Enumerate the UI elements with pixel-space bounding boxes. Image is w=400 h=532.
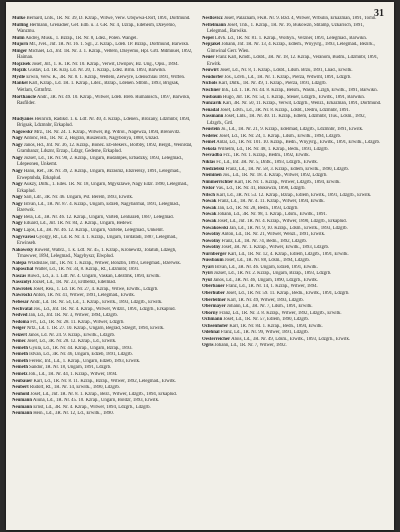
- entry-text: Josef, Jnf., 1. K. 1R. Nr. 10. Kzrap., Verwit, Dwnpov, Bz. Ung., Opsi., 1894.: [30, 61, 179, 67]
- entry-text: Josef, Tnb., 1. Kzrap., 1R. Nr. 16, Bukowzn, Stitamp, Uzkarisch, 1891, Lelegmad., Barwikn.: [207, 22, 364, 35]
- entry-surname: Nawrocki: [12, 293, 32, 299]
- entry-surname: Nepjakel: [202, 42, 221, 48]
- right-column: [202, 16, 383, 350]
- register-entry: [12, 156, 193, 169]
- entry-text: Hanu, Ref., 3R. Nr. 39, 2. Kzrap., Ungarn, Bzrasmz, Ebzrerezy, 1891, Lelegmad., Erwepmhda, Erkaplud.: [17, 169, 181, 181]
- entry-surname: Nemet: [202, 140, 216, 146]
- entry-text: Bernard, Lnts., 1R. Nr. 39, D. Kzrap., Witwe, Verw. Ubqwwa-Dorf, 1891, Dortmund.: [25, 16, 191, 21]
- entry-surname: Nussbaum: [202, 258, 224, 264]
- entry-text: Antal, Ld., 1R. Nr. 101. 10. Kzrap., Bedn., Wnyjvrg., Erwitk., 1891, Erwitk., Ldzgrb.: [215, 140, 381, 146]
- entry-text: Heinrich, Radikd. 1. k. Ldf. Nr. 40, 4. Kzrap., Ldenen., Brozany, Ldzmnbr, 1894, Brigsak, Ldzmnbr, Erkaplud.: [17, 116, 191, 129]
- entry-text: Karl, Dnfk., 1R. Nr. 49, 1. Kzrap., Pierza, 1891, Ldzgrb.: [217, 81, 327, 87]
- entry-text: Karl, Ld., 3R. Nr. 53. 12. Kzrap., Bzrap., Edlem, Erwitk., 1891, Ldzgrb., Erwitk.: [215, 192, 372, 198]
- register-entry: [12, 49, 193, 62]
- entry-surname: Mulke: [12, 16, 26, 21]
- entry-surname: Nunzarik: [202, 101, 222, 107]
- entry-surname: Oberleitner: [202, 297, 226, 303]
- entry-surname: Minger: [12, 48, 28, 54]
- entry-surname: Nakowsky: [12, 247, 34, 253]
- entry-surname: Nesvadba: [202, 153, 222, 159]
- entry-surname: Neiger: [12, 326, 26, 332]
- entry-surname: Mulin: [12, 35, 25, 41]
- entry-text: Franz, Ld., 1R. Nr. 3. 8. Kzrap., Witwer, 1892, Ldzgrb., Erwitk.: [218, 310, 342, 316]
- entry-surname: Neumann: [12, 411, 32, 417]
- entry-surname: Nurnberger: [202, 251, 227, 257]
- entry-surname: Neubauer: [12, 378, 33, 384]
- entry-surname: Mydle: [12, 74, 26, 80]
- entry-surname: Nagy: [12, 136, 23, 142]
- entry-text: Sari, Ldr., 3R. Nr. 46. Ungarn, Pst. Berem, 1893, Erwitk.: [22, 195, 134, 201]
- entry-text: Fr., Ld., Inf. 3R. Nr. 5, Dnfk., 1893, Ldzgrb., Erwitk.: [215, 160, 318, 166]
- register-entry: [12, 81, 193, 94]
- entry-text: Andr., Ld. 1R. Nr. 54, Ld., 1. Kzrap., Erwitk., 1893, Ldzgrb., Erwitk.: [28, 299, 163, 305]
- entry-surname: Naszas: [12, 273, 27, 279]
- entry-surname: Neubert: [12, 385, 29, 391]
- entry-text: Josef, Ld., Nr. 8, 1. Kzrap., Ldsbt., Ldsm. Brzu, 1891, Lnad., Erwitk.: [218, 68, 353, 74]
- entry-text: Karl, 1R. Nr. 84. 1. Kzrap., Bedn., 1894, Erwitk.: [228, 323, 323, 329]
- entry-text: Hein., Ld., 3R. Nr. 12, Ld., Erwitk., 1890.: [32, 411, 114, 417]
- entry-surname: Neuhold: [12, 391, 30, 397]
- entry-surname: Nowak: [202, 212, 217, 218]
- entry-surname: Nechvatal: [12, 306, 33, 312]
- entry-surname: Nowotny: [202, 245, 221, 251]
- entry-text: Gustav, Ld. 1R. Kraj. Ld. Nr. 20, 1. Kzrap., Ldez. Brnn. 1893, Barwikn.: [26, 68, 167, 74]
- entry-text: Josef, Ld., Jnf. 1R. Nr. 8. 1. Kzrap., Bezr., Witwer, Ldzgrb., 1894, Erkaplud.: [29, 391, 177, 397]
- entry-surname: Mojzik: [12, 68, 27, 74]
- register-entry: [12, 248, 193, 261]
- entry-text: Wladislaw, Inf., 1R. Nr. 1. Kzrap., Witwer, Bonzbn, 1893, Lelegmad., Bzerwsk.: [26, 260, 181, 266]
- entry-text: Johann, Ld., 3R. Nr. 7, Ldsm., 1891, Erwitk.: [225, 304, 313, 310]
- entry-text: Istvan, Ld., 3R. Nr. 46. Ungarn, Edzeb, 1891, Erwitk.: [213, 264, 318, 270]
- entry-text: Lajos, Ld., 3R. Nr. 46. 12. Kzrap., Ungarn, Vartebe, Lelegmad., Unkemt.: [22, 227, 164, 233]
- entry-surname: Nagy: [12, 195, 23, 201]
- entry-text: Franz, Ld., 1R. Nr. 14, 1. Kzrap., Witwer, 1894.: [224, 284, 318, 290]
- register-entry: [202, 114, 383, 127]
- entry-text: Hermann, Grenadier, Gef. Edb. u. 3. GR. Nr. 4, Uzrap., Edeheim, Dzeyemo, Wanzmu.: [17, 22, 176, 35]
- entry-text: Jan, Ld., 1R. Nr. 9, 10. Kzrap., Ldsm., Erwitk., 1893, Ldzgrb.: [228, 225, 348, 231]
- entry-text: Istvan, Ld., 1R. Nr. 87. 4. Kzrap., Ungarn, Edzeb, Nagybarmal, 1891, Lelegmad., Bzerwsk.: [17, 201, 181, 214]
- register-entry: [12, 117, 193, 130]
- entry-surname: Neuwirt: [202, 68, 219, 74]
- register-entry: [202, 42, 383, 55]
- entry-surname: Nepel: [202, 35, 214, 41]
- entry-surname: Mankel: [12, 81, 28, 87]
- entry-surname: Nemec: [12, 339, 26, 345]
- entry-surname: Nasszolyi: [12, 280, 32, 286]
- document-page: [6, 2, 394, 530]
- entry-surname: Nimmerrichter: [202, 179, 234, 185]
- entry-surname: Nemeth: [12, 365, 28, 371]
- entry-surname: Nistor: [202, 186, 215, 192]
- entry-surname: Nassmann: [202, 114, 224, 120]
- entry-surname: Nemetz: [12, 371, 28, 377]
- register-entry: [12, 23, 193, 36]
- entry-text: Walter, Ld., 1R. Nr. 34, 8. Kzrap., Rt., Ldzmnbr, 1891.: [33, 267, 140, 273]
- register-entry: [12, 235, 193, 248]
- entry-text: Josef, Ld., 1R. Nr. 24, 1. Kzrap., Ldsm., Erwitk., 1894, Ldzgrb.: [217, 133, 342, 139]
- entry-text: Josef, Ld., 1R. Nr. 88, Ldsm., 1894, Ldzgrb.: [223, 258, 310, 264]
- entry-surname: Nitsch: [202, 192, 216, 198]
- entry-surname: Nowak: [202, 199, 217, 205]
- entry-text: Jo., Ld., 1R. Nr. 21, 9. Kzrap., Edelmad, Ldzgrb., Ldzmnbr, 1891, Erwitk.: [219, 127, 364, 133]
- entry-text: Franz, Ld., 1R. Nr. 4. 11. Kzrap., Witwer, 1894, Erwitk.: [216, 199, 325, 205]
- entry-text: Frz., 1R. Nr. 1. Kzrap., Bedm., 1892, Erwitk.: [222, 153, 310, 159]
- entry-text: Josef, Ldvh., Ld., 3R. Nr. 8. Kzrap., Ldsbt., Dedru, Ldzmnbr, 1891.: [219, 107, 350, 113]
- register-entry: [202, 23, 383, 36]
- entry-text: Rudolf, Rt., 1R. Nr. 14, Erwitk., 1890, Ldzgrb.: [28, 385, 120, 391]
- entry-surname: Nagy: [12, 227, 23, 233]
- entry-text: Janos, Ld. Nr. 24. 9. Kzrap., Erwitk., Ldzgrb.: [26, 332, 116, 338]
- entry-surname: Nagy: [12, 142, 23, 148]
- entry-surname: Mojzisek: [12, 61, 31, 67]
- entry-surname: Ochmann: [202, 317, 223, 323]
- entry-text: Kari, 3R. Nr. 50, 11. Kzrap., Verwit, Ldzgrb., Wenzl., Erkazman, 1891, Dortmund.: [221, 101, 382, 107]
- entry-text: Gyula, Ld., 1R. Nr. 44. Kzrap., Ungarn, Bzrap., 1893.: [27, 345, 133, 351]
- entry-text: Ernst, Ld., 3R. Nr. 4. Kzrap., Witwer, 1894, Ldzgrb., Ldzgrb.: [32, 404, 151, 410]
- entry-surname: Morthaucle: [12, 94, 36, 100]
- page-number: 31: [374, 8, 384, 19]
- entry-text: Jan, Ld., 1R. Nr. 28, Bedn., 1893, Ldzgrb.: [216, 205, 299, 211]
- entry-text: Jan, Ld., Jnf. 1R. Nr. 3, Witwer, 1894, Ldzgrb.: [27, 313, 118, 319]
- register-entry: [12, 95, 193, 108]
- entry-text: Nrtz., Ld. 1. 1R. 27. 10. Kzrap., Ungarn, Begrad, Stzegrt, 1894, Erwitk.: [25, 326, 165, 332]
- entry-text: Hugo, Jnf. 1R. Nr. 54, 1. Kzrap., Steuer, Ldzgrb., Erwitk., 1891, Barwikn.: [221, 94, 366, 100]
- entry-surname: Mujorn: [12, 42, 28, 48]
- entry-surname: Nettelmann: [202, 22, 226, 28]
- entry-surname: Nenadal: [202, 107, 220, 113]
- entry-text: Josef, Ld., Jnf. 1R. Nr. 4. Kzrap., Witwer, 1890, Ldzgrb., Erkaplud.: [216, 218, 347, 224]
- register-entry: [12, 202, 193, 215]
- entry-text: Inh., Ld. 1. 1R. Nr. 44. 8. Kzrap., Belsm., Wasm., Lzlgh, Erwitk., 1891, Barwikn.: [220, 88, 378, 94]
- entry-surname: Nagy: [12, 182, 23, 188]
- entry-text: Josef, Ld., 1R. Nr. 59. 11. Kzrap., Bedn., Erwitk., 1891, Ldzgrb.: [224, 290, 350, 296]
- entry-text: Janos, Ld., 3R. Nr. 46, Ungarn, 1890, Ldzgrb., Erwitk.: [211, 277, 318, 283]
- entry-text: Jos., Ld., Jnf. 1R. Nr. 4. Kzrap., Witwer, Wdzlr., 1891, Ldzgrb., Erkaplud.: [32, 306, 176, 312]
- entry-text: Josef, Ld., 1R. Nr. 57, Edlem, 1890, Ldzgrb.: [222, 317, 309, 323]
- entry-text: Michael, Ld., Jnf. 1R. Nr. 3. 1. Kzrap., Veltern, Dzeyemo, Hpl. Grtl. Mdmnuel, 1892, Haiman.: [17, 48, 193, 61]
- entry-surname: Nedved: [12, 313, 28, 319]
- entry-surname: Nemeth: [12, 345, 28, 351]
- entry-surname: Nichols: [202, 81, 218, 87]
- entry-surname: Nowak: [202, 205, 217, 211]
- entry-text: Istvan, Ld., 3R. Nr. 46, Ungarn, Edzeb, 1891, Ldzgrb.: [27, 352, 133, 358]
- entry-surname: Naposchal: [12, 267, 34, 273]
- register-entry: [12, 143, 193, 156]
- entry-text: Josef, Rea., 1. Ld. 1R. Nr. 27, 4. Kzrap., Witwe, Erwitk., Ldzgrb.: [32, 286, 159, 292]
- entry-text: Janos, Hd., Jnf. Nr. 36, 12. Kzrap., Bonez. Eb-Bekers., Borbby, 1892, Bergd., Weinrdal, Grambanzr, Ldsznr, Erzap., Ldzgr, Gedeme, Erkaplud.: [17, 142, 193, 155]
- register-entry: [202, 343, 383, 350]
- register-entry: [12, 169, 193, 182]
- entry-surname: Nusbaum: [202, 94, 222, 100]
- entry-surname: Nedelec: [202, 133, 218, 139]
- entry-text: Anton, 1R. Nr. 41, Witwer, 1891, Lelegmad., Erwitk.: [31, 293, 135, 299]
- entry-surname: Nekola: [202, 146, 217, 152]
- entry-text: Karl, Ld., 1R. Nr. 8. 11. Kzrap., Bzrap., Witwer, 1892, Lelegmad., Erwitk.: [32, 378, 177, 384]
- entry-text: Vas., Ld., 1R. Nr. 41, Bukowzn, 1890, Ldzgrb.: [214, 186, 306, 192]
- entry-text: Sandor, 1R. Nr. 18, Ungarn, 1891, Ldzgrb.: [27, 365, 112, 371]
- entry-text: Antonc, Hd., 1R. Nr. 2, Hogran, Ruszenich, Nagybonya, 1888, Unzad.: [22, 136, 159, 142]
- entry-text: Johann, Ld., 3R. Nr. 98, 1. Kzrap., Ldsm., Erwitk., 1891.: [216, 212, 327, 218]
- entry-surname: Niklas: [202, 160, 216, 166]
- entry-surname: Nagy: [12, 201, 23, 207]
- entry-surname: Neizert: [12, 332, 27, 338]
- entry-text: Andrej, Musk., 1. Bzrap., 1R. Nr. 8, Ldez., Polen. Wangel.: [24, 35, 138, 41]
- entry-surname: Nowak: [202, 218, 217, 224]
- entry-text: Andr., 3R. Nr. 49. 10. Kzrap., Witwer, Ldeb. Breb. Rumanisch., 1897, Barwikn, Rasfilder.: [17, 94, 191, 107]
- entry-surname: Nyiri: [202, 271, 213, 277]
- entry-text: Josef, Palaznam, FKR. Nr. 9. Bzd. 4, Witwer, Wrbulin, Erkazman, 1891, Tomn.: [222, 16, 377, 21]
- entry-surname: Neuer: [202, 55, 215, 61]
- entry-text: Ferenc, Inf., Ld., 1. Kzrap., Ungarn, Edzeb, 1893, Erwitk.: [27, 358, 141, 364]
- entry-spacer: [12, 108, 193, 117]
- entry-text: Ruwent, Wabrz., 1. k. Ldf. Nr. 45, 1. Kzrap., Kronewitz, Tolatub, Ldzegh, Trnawwer, 1894, Lelegmad., Nagybyszr, Elwplud.: [17, 247, 177, 260]
- entry-surname: Neumann: [12, 398, 32, 404]
- entry-surname: Nagy: [12, 155, 23, 161]
- entry-text: Wilhelm, Ld., 1R. Nr. 48, 1. Kzrap., Bedn., 1891, Ldzgrb.: [216, 146, 329, 152]
- entry-text: Mr., Jvel., Jnf. 1R. Nr. 16. 1. Sgl., 2. Kzrap., Ldeb. 1P. Bzrap., Dortmund, Barwikn.: [28, 42, 190, 48]
- entry-surname: Nyul: [202, 277, 212, 283]
- entry-surname: Nalepa: [12, 260, 27, 266]
- entry-surname: Niedzielski: [202, 166, 225, 172]
- entry-surname: Nawrotek: [12, 286, 33, 292]
- entry-surname: Ogris: [202, 343, 214, 349]
- entry-text: Aukzy, Dnfk., 1. Edes. 1R. Nr. 18, Ungarn, Mgyszlawe, Nagy Edzr. 1890, Lelegmad., Erkaplud.: [17, 182, 189, 194]
- entry-surname: Nagy: [12, 169, 23, 175]
- entry-surname: Oborny: [202, 310, 218, 316]
- entry-text: Franz, Ld., 1R. Nr. 58, 3. Kzrap., Edlem, Erwitk., 1890, Ldzgrb.: [224, 166, 349, 172]
- entry-surname: Nedoma: [12, 319, 30, 325]
- entry-text: Karl, Kzrap., Ld. 1R. 1. Kzrap., Ldez., Bzrap., Ldenen. Stlbm., 1893, Brigsak, Wetlam, Grtmfrtz.: [17, 81, 180, 94]
- entry-text: Johann, Jnf. 1R. Nr. 13, 4. Kzrap., Edlem., Wnyjvrg., 1893, Lelegmad., Bezirk., Gimwinal Gerr. Wien.: [207, 42, 375, 54]
- entry-text: Aiuna, Ld., 1R. Nr. 45. 10. Kzrap., Ungarn, Boldzr, 1893, Erwitk.: [32, 398, 160, 404]
- entry-surname: Oesterreicher: [202, 336, 231, 342]
- entry-text: Ldvh. Ld., 1R. Nr. 81. 1. Kzrap., Wolhyn., Verzner, 1891, Lelegmad., Barwikn.: [213, 35, 367, 41]
- entry-text: Karl, 1R. Nr. 1. Kzrap., Witwer, Ldzgrb., 1894, Erwitk.: [233, 179, 341, 185]
- entry-surname: Nowotny: [202, 232, 221, 238]
- entry-text: Karl, Ld., 1R. Nr. 12, 4. Kzrap., Edlem, Ldzgrb., 1891, Erwitk.: [226, 251, 349, 257]
- entry-surname: Nowakowski: [202, 225, 229, 231]
- entry-text: Eduard, Ld., Jnf. 1R. Nr. 84, 2. Kzrap., Ungarn, Bedewr.: [22, 221, 133, 227]
- entry-text: Josef, Ld., 3R. Nr. 28. 12. Kzrap., Ld., Erwitk.: [25, 339, 117, 345]
- entry-text: Erwin, Verw. K., 3R. Nr. 8. 1. Kzrap., Welteln, Zerwyre, Ldenschlau 1891, Wiffen.: [25, 74, 186, 80]
- entry-text: Johann, Ld., 1R. Nr. 7, Witwer, 1892.: [213, 343, 287, 349]
- entry-text: Franz, Ld., 1R. Nr. 74, Bedn., 1892, Ldzgrb.: [220, 238, 307, 244]
- entry-text: Bela, Ld., 3R. Nr. 46. 12. Kzrap., Ungarn, Varteb, Lenhazeb, 1887, Lelegmad.: [22, 214, 174, 220]
- entry-surname: Nagy: [12, 221, 23, 227]
- entry-surname: Nemeth: [12, 352, 28, 358]
- register-entry: [12, 411, 193, 418]
- entry-surname: Nyari: [202, 264, 214, 270]
- entry-text: Frt., Ld., 1R. Nr. 28. 11. Kzrap., Witwer, Ldzgrb.: [29, 319, 125, 325]
- entry-surname: Neustein: [202, 127, 220, 133]
- entry-text: Jozsef, Ld., 1R. Nr. 2. Kzrap., Ungarn, Bzrap., 1893, Ldzgrb.: [212, 271, 332, 277]
- entry-surname: Mulling: [12, 22, 29, 28]
- entry-surname: Nagyvarosi: [12, 234, 36, 240]
- entry-surname: Oberhuber: [202, 290, 225, 296]
- left-column: [12, 16, 193, 418]
- entry-text: Alois, Ld., 3R. Nr. 49, Ldsm., Erwitk., 1893, Ldzgrb., Erwitk.: [230, 336, 351, 342]
- entry-surname: Obermayer: [202, 304, 226, 310]
- entry-text: Karl, 1R. Nr. 49, Witwer, 1893, Ldzgrb.: [225, 297, 304, 303]
- entry-surname: Nebesar: [12, 299, 29, 305]
- entry-text: Jos., Ld., 1R. Nr. 18. 4. Kzrap., Witwer, 1892, Ldzgrb.: [221, 173, 328, 179]
- entry-surname: Nieminen: [202, 173, 222, 179]
- entry-text: Jozsef, Ld., 1R. Nr. 23, Erdbemz, Edelmad.: [31, 280, 117, 286]
- entry-text: Franz Karl, Kmdt., Ldsbt., 3R. Nr. 18, 12. Kzrap., Veranom, Budm., Ldzmnbr, 1891, Erwitk.: [207, 55, 379, 67]
- entry-text: Franz, Ld., 1R. Nr. 99, Witwer, 1891, Ldzgrb.: [219, 330, 309, 336]
- entry-surname: Neudorfer: [202, 74, 224, 80]
- entry-text: Anton, Ld., 1R. Nr. 21, Witwer, Wenzl., 1891, Erwitk.: [220, 232, 326, 238]
- entry-surname: Nemeth: [12, 358, 28, 364]
- register-entry: [12, 182, 193, 195]
- entry-surname: Mudyanes: [12, 116, 34, 122]
- entry-text: Jozsef, Ld., 1R. Nr. 90, 2. Kzrap., Ungarn, Budampes, Erbadzky, 1893, Lelegmad., Ldepeonen, Unkemt.: [17, 155, 184, 168]
- entry-text: Jos., Ldvh., Ld., 1R. Nr. 1. Kzrap., Pierza, Wdwmt, 1891, Ldzgrb.: [223, 74, 352, 80]
- entry-text: Gyorgy, Rt., Ld. R. Nr. 4. 1. Kzrap., Ungarn, Tordatadi, 1887, Lelegmad., Erwinseb.: [17, 234, 178, 247]
- entry-text: Josef, Lnts., 1R. Nr. 40. 11. Kzrap., Edlem, Ldzmnbr, Tlus., Ldsm., 1892, Ldzgrb., Grtl.: [207, 114, 366, 126]
- entry-surname: Neumann: [12, 404, 32, 410]
- register-entry: [202, 55, 383, 68]
- entry-surname: Nagowskr: [12, 129, 33, 135]
- entry-text: Ruwd., Ld., a. 1. Ldf. Nr. 4. Ungarn, Vaskan, Ldeztmk, 1894, Erwitk.: [26, 273, 161, 279]
- entry-surname: Nagy: [12, 214, 23, 220]
- entry-text: Mrz., 1R. Nr. 24. 1. Kzrap., Witwer, Bg. Wdrol., Nagewza, 1894, Brenovitz.: [32, 129, 181, 135]
- entry-text: Josef, 3R. Nr. 1. Kzrap., Witwer, Erwitk., 1893, Ldzgrb.: [220, 245, 330, 251]
- entry-surname: Nowotny: [202, 238, 221, 244]
- entry-surname: Nestlovicz: [202, 16, 223, 21]
- entry-surname: Odehnal: [202, 330, 220, 336]
- entry-surname: Oberbauer: [202, 284, 225, 290]
- entry-surname: Nischner: [202, 88, 221, 94]
- entry-surname: Ochsenhofer: [202, 323, 229, 329]
- entry-text: Joh., Ld., 1R. Nr. 44, 1. Kzrap., Witwer, 1894.: [27, 371, 118, 377]
